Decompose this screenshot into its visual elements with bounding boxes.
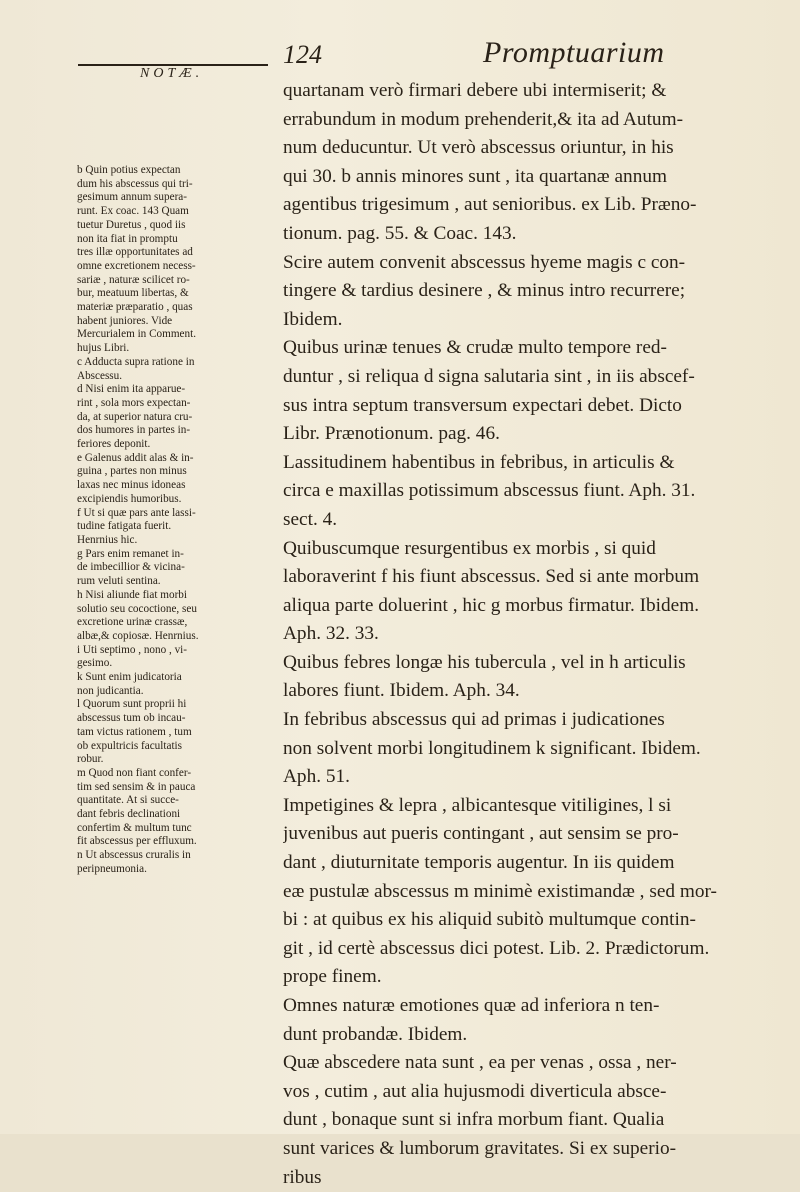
note-line: e Galenus addit alas & in-: [77, 451, 194, 464]
note-line: k Sunt enim judicatoria: [77, 671, 182, 684]
note-line: tudine fatigata fuerit.: [77, 520, 172, 533]
note-line: robur.: [77, 753, 104, 766]
main-text-line: juvenibus aut pueris contingant , aut sensim se pro-: [283, 823, 679, 845]
note-line: non judicantia.: [77, 684, 144, 697]
note-line: tuetur Duretus , quod iis: [77, 218, 186, 231]
main-text-line: aliqua parte doluerint , hic g morbus firmatur. Ibidem.: [283, 594, 700, 616]
note-line: non ita fiat in promptu: [77, 232, 178, 245]
main-text-line: tingere & tardius desinere , & minus intro recurrere;: [283, 280, 686, 302]
note-line: rum veluti sentina.: [77, 575, 161, 588]
running-title: Promptuarium: [483, 36, 665, 69]
note-line: Henrnius hic.: [77, 533, 138, 546]
main-text-line: Quibus urinæ tenues & crudæ multo tempore red-: [283, 337, 667, 359]
note-line: tim sed sensim & in pauca: [77, 780, 196, 793]
notes-label: NOTÆ.: [140, 66, 204, 81]
note-line: i Uti septimo , nono , vi-: [77, 643, 188, 656]
main-text-line: sus intra septum transversum expectari debet. Dicto: [283, 394, 682, 416]
main-text-line: errabundum in modum prehenderit,& ita ad Autum-: [283, 108, 683, 130]
note-line: dos humores in partes in-: [77, 424, 191, 437]
note-line: dant febris declinationi: [77, 808, 181, 821]
note-line: da, at superior natura cru-: [77, 410, 193, 423]
note-line: laxas nec minus idoneas: [77, 479, 186, 492]
notes-column: [77, 164, 280, 877]
main-text-line: sunt varices & lumborum gravitates. Si ex superio-: [283, 1137, 677, 1159]
main-text-line: Impetigines & lepra , albicantesque vitiligines, l si: [283, 794, 672, 816]
main-text-line: git , id certè abscessus dici potest. Lib. 2. Prædictorum.: [283, 937, 710, 959]
note-line: peripneumonia.: [77, 862, 147, 875]
note-line: fit abscessus per effluxum.: [77, 835, 197, 848]
note-line: habent juniores. Vide: [77, 314, 173, 327]
main-text-line: prope finem.: [283, 966, 382, 988]
main-text-line: bi : at quibus ex his aliquid subitò multumque contin-: [283, 909, 696, 931]
note-line: l Quorum sunt proprii hi: [77, 698, 187, 711]
note-line: Abscessu.: [77, 369, 123, 382]
note-line: tam victus rationem , tum: [77, 725, 192, 738]
main-text-line: laboraverint f his fiunt abscessus. Sed si ante morbum: [283, 566, 700, 588]
main-text-line: Ibidem.: [283, 308, 343, 330]
main-text-line: ribus: [283, 1166, 322, 1188]
main-text-line: labores fiunt. Ibidem. Aph. 34.: [283, 680, 520, 702]
note-line: excipiendis humoribus.: [77, 492, 182, 505]
note-line: g Pars enim remanet in-: [77, 547, 184, 560]
note-line: m Quod non fiant confer-: [77, 766, 192, 779]
note-line: gesimum annum supera-: [77, 191, 187, 204]
main-text-line: quartanam verò firmari debere ubi intermiserit; &: [283, 80, 667, 101]
note-line: c Adducta supra ratione in: [77, 355, 195, 368]
main-text-line: non solvent morbi longitudinem k significant. Ibidem.: [283, 737, 701, 759]
note-line: Mercurialem in Comment.: [77, 328, 196, 341]
main-text-line: Quæ abscedere nata sunt , ea per venas , ossa , ner-: [283, 1052, 677, 1074]
page-number: 124: [283, 40, 322, 69]
main-text-line: Scire autem convenit abscessus hyeme magis c con-: [283, 251, 686, 273]
note-line: de imbecillior & vicina-: [77, 561, 185, 574]
main-text-line: num deducuntur. Ut verò abscessus oriuntur, in his: [283, 137, 674, 159]
note-line: guina , partes non minus: [77, 465, 187, 478]
main-text-line: duntur , si reliqua d signa salutaria sint , in iis abscef-: [283, 365, 695, 387]
main-text-line: dunt , bonaque sunt si infra morbum fiant. Qualia: [283, 1109, 665, 1131]
note-line: b Quin potius expectan: [77, 164, 181, 176]
note-line: hujus Libri.: [77, 342, 130, 355]
note-line: dum his abscessus qui tri-: [77, 177, 193, 190]
main-text-line: Aph. 51.: [283, 766, 350, 788]
main-text-line: vos , cutim , aut alia hujusmodi diverticula absce-: [283, 1080, 667, 1102]
main-text-line: Quibuscumque resurgentibus ex morbis , si quid: [283, 537, 656, 559]
main-text-line: Libr. Prænotionum. pag. 46.: [283, 423, 500, 445]
note-line: bur, meatuum libertas, &: [77, 287, 189, 300]
note-line: f Ut si quæ pars ante lassi-: [77, 506, 196, 519]
note-line: solutio seu cococtione, seu: [77, 602, 197, 615]
note-line: quantitate. At si succe-: [77, 794, 179, 807]
note-line: sariæ , naturæ scilicet ro-: [77, 273, 190, 286]
note-line: feriores deponit.: [77, 438, 151, 451]
main-text-column: [283, 77, 798, 1192]
note-line: tres illæ opportunitates ad: [77, 246, 193, 259]
main-text-line: eæ pustulæ abscessus m minimè existimandæ , sed mor-: [283, 880, 717, 902]
note-line: albæ,& copiosæ. Henrnius.: [77, 629, 199, 642]
note-line: materiæ præparatio , quas: [77, 301, 193, 314]
note-line: gesimo.: [77, 657, 113, 670]
main-text-line: tionum. pag. 55. & Coac. 143.: [283, 222, 517, 244]
main-text-line: Aph. 32. 33.: [283, 623, 379, 645]
main-text-line: dant , diuturnitate temporis augentur. In iis quidem: [283, 852, 675, 874]
main-text-line: circa e maxillas potissimum abscessus fiunt. Aph. 31.: [283, 480, 696, 502]
note-line: rint , sola mors expectan-: [77, 396, 191, 409]
main-text-line: dunt probandæ. Ibidem.: [283, 1023, 468, 1045]
main-text-line: sect. 4.: [283, 508, 338, 530]
main-text-line: In febribus abscessus qui ad primas i judicationes: [283, 709, 665, 731]
note-line: ob expultricis facultatis: [77, 739, 183, 752]
note-line: abscessus tum ob incau-: [77, 712, 186, 725]
note-line: d Nisi enim ita apparue-: [77, 383, 186, 396]
main-text-line: Quibus febres longæ his tubercula , vel in h articulis: [283, 651, 686, 673]
main-text-line: Omnes naturæ emotiones quæ ad inferiora n ten-: [283, 995, 660, 1016]
note-line: n Ut abscessus cruralis in: [77, 849, 191, 862]
note-line: h Nisi aliunde fiat morbi: [77, 588, 187, 601]
note-line: runt. Ex coac. 143 Quam: [77, 205, 189, 218]
main-text-line: qui 30. b annis minores sunt , ita quartanæ annum: [283, 165, 667, 187]
main-text-line: agentibus trigesimum , aut senioribus. ex Lib. Præno-: [283, 194, 697, 216]
note-line: omne excretionem necess-: [77, 259, 196, 272]
main-text-line: Lassitudinem habentibus in febribus, in articulis &: [283, 451, 675, 473]
note-line: confertim & multum tunc: [77, 821, 192, 834]
note-line: excretione urinæ crassæ,: [77, 616, 188, 629]
